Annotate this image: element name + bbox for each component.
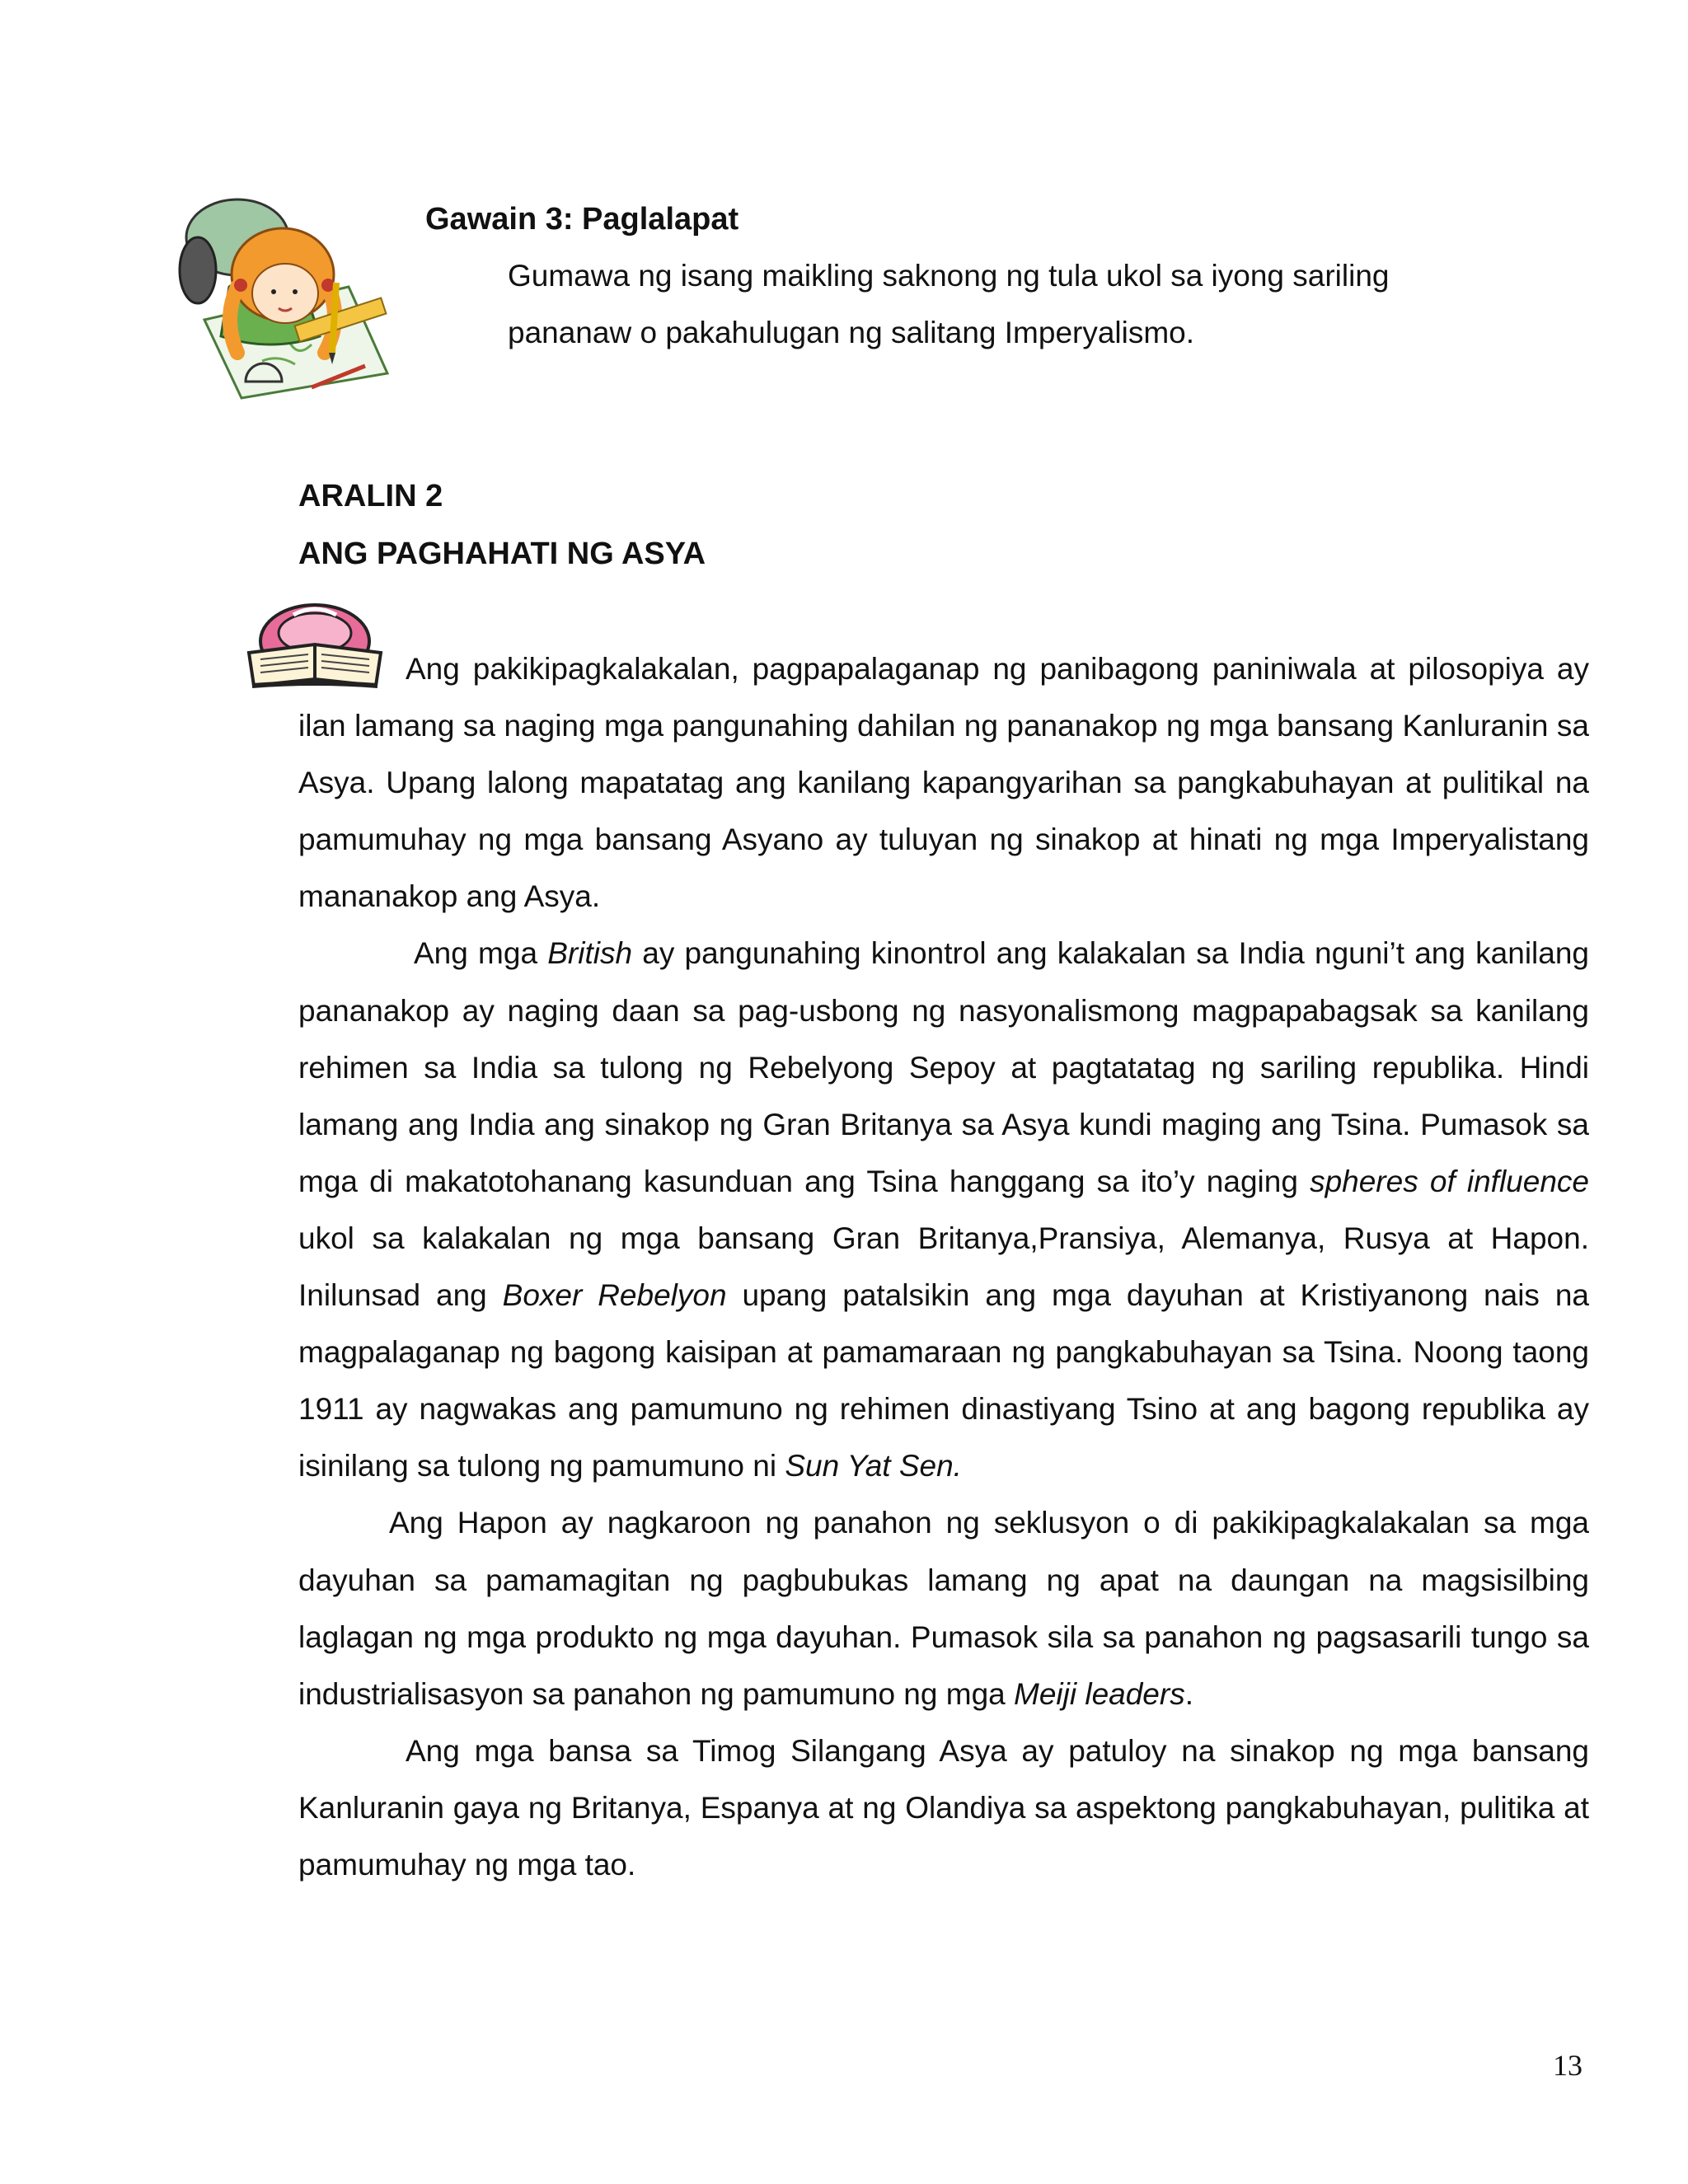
paragraph: Ang pakikipagkalakalan, pagpapalaganap ng panibagong paniniwala at pilosopiya ay ilan lamang sa naging mga pangunahing dahilan ng pananakop ng mga bansang Kanluranin sa Asya. Upang lalong mapatatag ang kanilang kapangyarihan sa pangkabuhayan at pulitikal na pamumuhay ng mga bansang Asyano ay tuluyan ng sinakop at hinati ng mga Imperyalistang mananakop ang Asya. bbox=[298, 652, 1589, 914]
lesson-title: ANG PAGHAHATI NG ASYA bbox=[298, 537, 706, 571]
activity-title: Gawain 3: Paglalapat bbox=[425, 202, 739, 237]
activity-instruction-line: pananaw o pakahulugan ng salitang Imperyalismo. bbox=[508, 316, 1195, 349]
lesson-body bbox=[298, 640, 1589, 1893]
activity-instruction-line: Gumawa ng isang maikling saknong ng tula ukol sa iyong sariling bbox=[508, 259, 1390, 293]
activity-instructions bbox=[508, 247, 1579, 361]
girl-drawing-icon bbox=[171, 196, 396, 404]
paragraph: Ang Hapon ay nagkaroon ng panahon ng seklusyon o di pakikipagkalakalan sa mga dayuhan sa pamamagitan ng pagbubukas lamang ng apat na daungan na magsisilbing laglagan ng mga produkto ng mga dayuhan. Pumasok sila sa panahon ng pagsasarili tungo sa industrialisasyon sa panahon ng pamumuno ng mga Meiji leaders. bbox=[298, 1506, 1589, 1711]
paragraph: Ang mga British ay pangunahing kinontrol ang kalakalan sa India nguni’t ang kanilang pananakop ay naging daan sa pag-usbong ng nasyonalismong magpapabagsak sa kanilang rehimen sa India sa tulong ng Rebelyong Sepoy at pagtatatag ng sariling republika. Hindi lamang ang India ang sinakop ng Gran Britanya sa Asya kundi maging ang Tsina. Pumasok sa mga di makatotohanang kasunduan ang Tsina hanggang sa ito’y naging spheres of influence ukol sa kalakalan ng mga bansang Gran Britanya,Pransiya, Alemanya, Rusya at Hapon. Inilunsad ang Boxer Rebelyon upang patalsikin ang mga dayuhan at Kristiyanong nais na magpalaganap ng bagong kaisipan at pamamaraan ng pangkabuhayan sa Tsina. Noong taong 1911 ay nagwakas ang pamumuno ng rehimen dinastiyang Tsino at ang bagong republika ay isinilang sa tulong ng pamumuno ni Sun Yat Sen. bbox=[298, 936, 1589, 1483]
page-number: 13 bbox=[1553, 2049, 1582, 2082]
lesson-number: ARALIN 2 bbox=[298, 479, 443, 513]
paragraph: Ang mga bansa sa Timog Silangang Asya ay patuloy na sinakop ng mga bansang Kanluranin gaya ng Britanya, Espanya at ng Olandiya sa aspektong pangkabuhayan, pulitika at pamumuhay ng mga tao. bbox=[298, 1733, 1589, 1882]
